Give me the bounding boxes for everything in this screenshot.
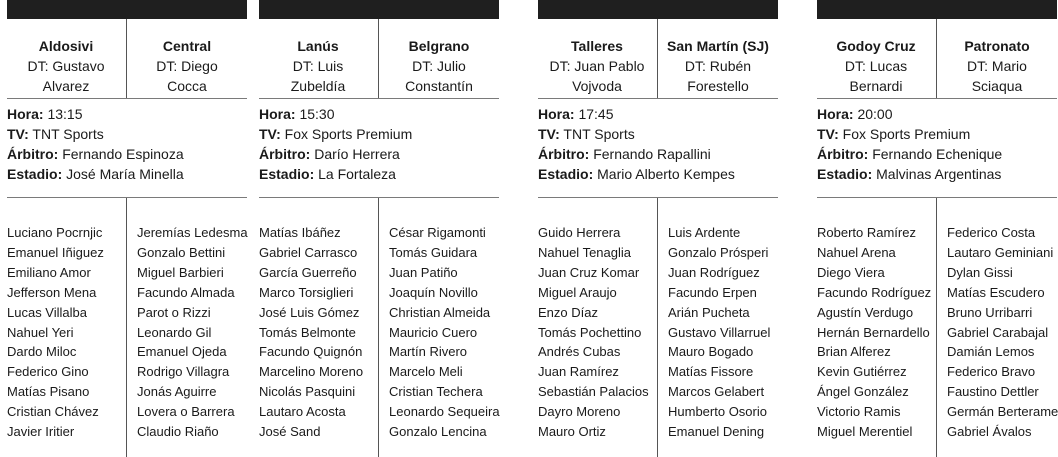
match-card <box>259 0 499 457</box>
player-name: Juan Cruz Komar <box>538 264 640 280</box>
player-name: Tomás Belmonte <box>259 324 356 340</box>
player-name: Rodrigo Villagra <box>137 364 230 380</box>
player-name: Federico Costa <box>947 225 1036 240</box>
team-home <box>538 36 656 96</box>
lineup-home <box>817 223 931 442</box>
player-name: Emanuel Dening <box>668 424 765 440</box>
player-name: Facundo Rodríguez <box>817 284 932 300</box>
match-tv-value: TNT Sports <box>563 126 635 142</box>
match-time-label: Hora: <box>7 106 44 122</box>
lineup-away <box>137 223 248 442</box>
player-name: Emanuel Ojeda <box>137 344 227 360</box>
player-name: Matías Ibáñez <box>259 225 341 240</box>
match-tv-label: TV: <box>259 126 281 142</box>
team-away <box>659 36 777 96</box>
match-stadium-value: La Fortaleza <box>318 166 396 182</box>
lineup-home <box>7 223 104 442</box>
lineup-away <box>668 223 770 442</box>
player-name: Mauro Bogado <box>668 344 754 360</box>
separator <box>817 197 1057 198</box>
player-name: Gabriel Ávalos <box>947 424 1032 440</box>
match-time <box>817 104 1057 124</box>
player-name: Roberto Ramírez <box>817 225 916 240</box>
player-name: Enzo Díaz <box>538 304 598 320</box>
team-divider <box>378 19 379 99</box>
match-stadium-value: Malvinas Argentinas <box>876 166 1002 182</box>
card-header-bar <box>7 0 247 19</box>
player-name: César Rigamonti <box>389 225 486 240</box>
match-referee <box>817 144 1057 164</box>
match-tv-label: TV: <box>817 126 839 142</box>
player-name: Lautaro Acosta <box>259 404 346 420</box>
player-name: Emiliano Amor <box>7 264 91 280</box>
lineup-home <box>259 223 363 442</box>
player-name: Tomás Pochettino <box>538 324 642 340</box>
player-name: Matías Fissore <box>668 364 754 380</box>
coach-line: DT: Juan Pablo <box>549 58 645 74</box>
lineup-away <box>947 223 1058 442</box>
match-stadium <box>538 164 778 184</box>
player-name: Gonzalo Bettini <box>137 244 226 260</box>
player-name: García Guerreño <box>259 264 357 280</box>
player-name: Dylan Gissi <box>947 264 1013 280</box>
team-divider <box>657 19 658 99</box>
player-name: Miguel Araujo <box>538 284 617 300</box>
lineup-divider <box>378 198 379 457</box>
player-name: Federico Gino <box>7 364 89 380</box>
team-divider <box>126 19 127 99</box>
match-referee-label: Árbitro: <box>538 146 590 162</box>
lineup-away <box>389 223 500 442</box>
player-name: Gonzalo Lencina <box>389 424 487 440</box>
player-name: Kevin Gutiérrez <box>817 364 907 380</box>
match-referee-label: Árbitro: <box>7 146 59 162</box>
card-header-bar <box>538 0 778 19</box>
match-card <box>538 0 778 457</box>
match-time-label: Hora: <box>259 106 296 122</box>
match-tv <box>817 124 1057 144</box>
team-name: Patronato <box>964 38 1030 54</box>
player-name: Matías Pisano <box>7 384 90 400</box>
team-home <box>259 36 377 96</box>
match-time-value: 20:00 <box>857 106 893 122</box>
match-tv-value: Fox Sports Premium <box>842 126 971 142</box>
separator <box>538 98 778 99</box>
player-name: Juan Ramírez <box>538 364 619 380</box>
player-name: Jeremías Ledesma <box>137 225 248 240</box>
match-card <box>7 0 247 457</box>
player-name: Marco Torsiglieri <box>259 284 354 300</box>
coach-line: Alvarez <box>42 78 90 94</box>
player-name: Marcelino Moreno <box>259 364 364 380</box>
player-name: Christian Almeida <box>389 304 491 320</box>
player-name: Jefferson Mena <box>7 284 97 300</box>
match-time-label: Hora: <box>817 106 854 122</box>
player-name: Sebastián Palacios <box>538 384 649 400</box>
player-name: Dardo Miloc <box>7 344 77 360</box>
player-name: Nahuel Yeri <box>7 324 74 340</box>
team-name: Godoy Cruz <box>836 38 916 54</box>
team-away <box>380 36 498 96</box>
player-name: Facundo Erpen <box>668 284 757 300</box>
match-tv <box>7 124 247 144</box>
player-name: Matías Escudero <box>947 284 1045 300</box>
player-name: Cristian Chávez <box>7 404 99 420</box>
team-away <box>938 36 1056 96</box>
player-name: Lautaro Geminiani <box>947 244 1054 260</box>
coach-line: DT: Diego <box>156 58 218 74</box>
coach-line: Constantín <box>405 78 473 94</box>
player-name: Arián Pucheta <box>668 304 750 320</box>
separator <box>7 197 247 198</box>
player-name: Guido Herrera <box>538 225 621 240</box>
match-referee-value: Fernando Espinoza <box>62 146 184 162</box>
match-referee-value: Darío Herrera <box>314 146 400 162</box>
coach-line: DT: Gustavo <box>27 58 105 74</box>
coach-line: DT: Rubén <box>684 58 752 74</box>
match-stadium <box>259 164 499 184</box>
team-divider <box>936 19 937 99</box>
player-name: Nicolás Pasquini <box>259 384 356 400</box>
player-name: Luis Ardente <box>668 225 741 240</box>
player-name: Gabriel Carrasco <box>259 244 358 260</box>
player-name: Emanuel Iñiguez <box>7 244 104 260</box>
team-away <box>128 36 246 96</box>
match-time-value: 13:15 <box>47 106 83 122</box>
player-name: Hernán Bernardello <box>817 324 930 340</box>
player-name: Cristian Techera <box>389 384 483 400</box>
match-stadium <box>7 164 247 184</box>
match-stadium <box>817 164 1057 184</box>
match-info <box>259 104 499 184</box>
player-name: Victorio Ramis <box>817 404 901 420</box>
separator <box>817 98 1057 99</box>
player-name: Leonardo Sequeira <box>389 404 500 420</box>
match-referee <box>538 144 778 164</box>
coach-line: Zubeldía <box>290 78 346 94</box>
player-name: Joaquín Novillo <box>389 284 478 300</box>
team-name: Talleres <box>571 38 623 54</box>
player-name: Miguel Barbieri <box>137 264 224 280</box>
player-name: Lucas Villalba <box>7 304 87 320</box>
match-info <box>538 104 778 184</box>
player-name: Humberto Osorio <box>668 404 767 420</box>
coach-line: DT: Luis <box>292 58 344 74</box>
card-header-bar <box>259 0 499 19</box>
lineup-home <box>538 223 649 442</box>
match-tv <box>259 124 499 144</box>
team-name: Lanús <box>297 38 339 54</box>
lineup-divider <box>657 198 658 457</box>
team-home <box>7 36 125 96</box>
card-header-bar <box>817 0 1057 19</box>
player-name: Marcos Gelabert <box>668 384 765 400</box>
player-name: Facundo Almada <box>137 284 235 300</box>
player-name: Ángel González <box>817 384 909 400</box>
coach-line: DT: Julio <box>412 58 466 74</box>
player-name: Juan Rodríguez <box>668 264 760 280</box>
match-stadium-label: Estadio: <box>7 166 63 182</box>
player-name: Federico Bravo <box>947 364 1036 380</box>
coach-line: Sciaqua <box>971 78 1023 94</box>
match-referee-label: Árbitro: <box>817 146 869 162</box>
separator <box>7 98 247 99</box>
match-referee <box>259 144 499 164</box>
player-name: Tomás Guidara <box>389 244 478 260</box>
player-name: José Luis Gómez <box>259 304 360 320</box>
match-tv-label: TV: <box>538 126 560 142</box>
player-name: Germán Berterame <box>947 404 1058 420</box>
separator <box>538 197 778 198</box>
coach-line: Forestello <box>687 78 749 94</box>
player-name: Gonzalo Prósperi <box>668 244 769 260</box>
player-name: Brian Alferez <box>817 344 891 360</box>
player-name: Dayro Moreno <box>538 404 621 420</box>
match-tv <box>538 124 778 144</box>
team-home <box>817 36 935 96</box>
coach-line: Vojvoda <box>572 78 622 94</box>
coach-line: DT: Lucas <box>844 58 908 74</box>
match-time-label: Hora: <box>538 106 575 122</box>
player-name: Leonardo Gil <box>137 324 212 340</box>
player-name: Mauricio Cuero <box>389 324 478 340</box>
coach-line: Cocca <box>167 78 207 94</box>
player-name: Damián Lemos <box>947 344 1035 360</box>
player-name: Juan Patiño <box>389 264 458 280</box>
player-name: Luciano Pocrnjic <box>7 225 103 240</box>
match-time <box>538 104 778 124</box>
player-name: Andrés Cubas <box>538 344 621 360</box>
player-name: Faustino Dettler <box>947 384 1039 400</box>
match-time-value: 17:45 <box>578 106 614 122</box>
lineup-divider <box>126 198 127 457</box>
player-name: Marcelo Meli <box>389 364 463 380</box>
player-name: Nahuel Arena <box>817 244 896 260</box>
match-time <box>259 104 499 124</box>
player-name: Jonás Aguirre <box>137 384 217 400</box>
player-name: Miguel Merentiel <box>817 424 913 440</box>
player-name: Parot o Rizzi <box>137 304 211 320</box>
player-name: Agustín Verdugo <box>817 304 914 320</box>
coach-line: Bernardi <box>849 78 903 94</box>
team-name: Aldosivi <box>38 38 94 54</box>
team-name: Belgrano <box>408 38 470 54</box>
match-time-value: 15:30 <box>299 106 335 122</box>
match-info <box>7 104 247 184</box>
lineup-divider <box>936 198 937 457</box>
separator <box>259 98 499 99</box>
coach-line: DT: Mario <box>967 58 1027 74</box>
match-tv-label: TV: <box>7 126 29 142</box>
separator <box>259 197 499 198</box>
match-info <box>817 104 1057 184</box>
player-name: Bruno Urribarri <box>947 304 1033 320</box>
match-referee-value: Fernando Echenique <box>872 146 1003 162</box>
match-card <box>817 0 1057 457</box>
match-time <box>7 104 247 124</box>
player-name: Mauro Ortiz <box>538 424 606 440</box>
player-name: Diego Viera <box>817 264 885 280</box>
match-stadium-value: José María Minella <box>66 166 184 182</box>
player-name: Nahuel Tenaglia <box>538 244 631 260</box>
match-referee-value: Fernando Rapallini <box>593 146 711 162</box>
team-name: Central <box>162 38 212 54</box>
player-name: Gustavo Villarruel <box>668 324 771 340</box>
match-referee-label: Árbitro: <box>259 146 311 162</box>
team-name: San Martín (SJ) <box>667 38 769 54</box>
player-name: José Sand <box>259 424 321 440</box>
match-tv-value: TNT Sports <box>32 126 104 142</box>
match-stadium-label: Estadio: <box>538 166 594 182</box>
match-stadium-label: Estadio: <box>259 166 315 182</box>
player-name: Claudio Riaño <box>137 424 219 440</box>
match-referee <box>7 144 247 164</box>
player-name: Martín Rivero <box>389 344 468 360</box>
match-tv-value: Fox Sports Premium <box>284 126 413 142</box>
player-name: Facundo Quignón <box>259 344 363 360</box>
player-name: Lovera o Barrera <box>137 404 235 420</box>
player-name: Javier Iritier <box>7 424 75 440</box>
match-stadium-value: Mario Alberto Kempes <box>597 166 735 182</box>
match-stadium-label: Estadio: <box>817 166 873 182</box>
player-name: Gabriel Carabajal <box>947 324 1049 340</box>
